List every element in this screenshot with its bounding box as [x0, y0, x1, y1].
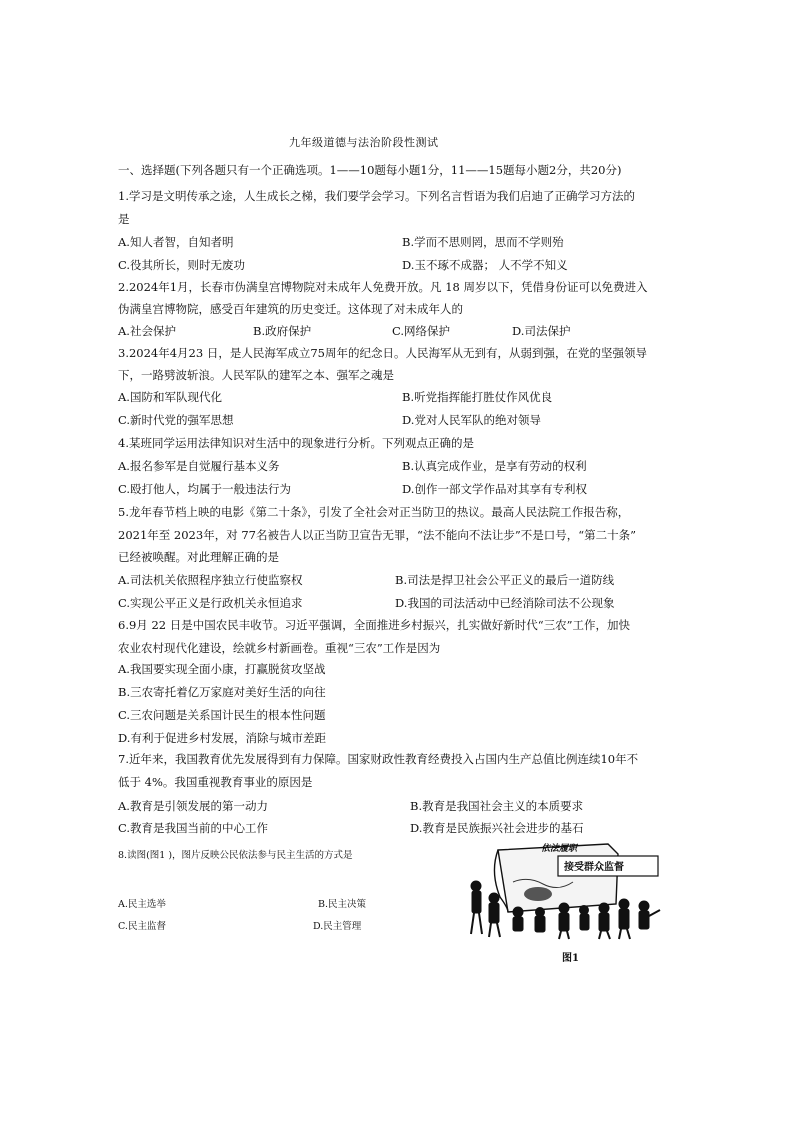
question-6-option-c: C.三农问题是关系国计民生的根本性问题: [118, 708, 326, 722]
figure-1-caption: 图1: [562, 953, 579, 964]
question-3-line-2: 下，一路劈波斩浪。人民军队的建军之本、强军之魂是: [118, 368, 394, 382]
banner-text: 接受群众监督: [564, 862, 624, 873]
question-2-option-a: A.社会保护: [118, 324, 176, 338]
question-1-option-d: D.玉不琢不成器； 人不学不知义: [402, 258, 568, 272]
page-title: 九年级道德与法治阶段性测试: [289, 136, 439, 149]
question-3-option-c: C.新时代党的强军思想: [118, 413, 234, 427]
question-5-line-3: 已经被唤醒。对此理解正确的是: [118, 550, 279, 564]
question-1-line-1: 1.学习是文明传承之途，人生成长之梯，我们要学会学习。下列名言哲语为我们启迪了正确学习方法的: [118, 189, 635, 203]
question-4-option-a: A.报名参军是自觉履行基本义务: [118, 459, 280, 473]
question-3-line-1: 3.2024年4月23 日，是人民海军成立75周年的纪念日。人民海军从无到有，从弱到强，在党的坚强领导: [118, 346, 647, 360]
question-1-option-b: B.学而不思则罔，思而不学则殆: [402, 235, 564, 249]
question-2-option-d: D.司法保护: [512, 324, 571, 338]
question-8-option-b: B.民主决策: [318, 899, 367, 910]
question-7-option-c: C.教育是我国当前的中心工作: [118, 821, 269, 835]
question-3-option-a: A.国防和军队现代化: [118, 390, 222, 404]
section-heading: 一、选择题(下列各题只有一个正确选项。1——10题每小题1分，11——15题每小题2分，共20分): [118, 163, 622, 177]
question-6-option-a: A.我国要实现全面小康，打赢脱贫攻坚战: [118, 662, 326, 676]
question-7-line-1: 7.近年来，我国教育优先发展得到有力保障。国家财政性教育经费投入占国内生产总值比例连续10年不: [118, 752, 639, 766]
question-6-option-d: D.有利于促进乡村发展，消除与城市差距: [118, 731, 326, 745]
question-4-option-c: C.殴打他人，均属于一般违法行为: [118, 482, 292, 496]
scroll-shape: [498, 844, 618, 912]
question-6-line-2: 农业农村现代化建设，绘就乡村新画卷。重视“三农”工作是因为: [118, 641, 441, 655]
question-8-line-1: 8.读图(图1 )，图片反映公民依法参与民主生活的方式是: [118, 850, 353, 861]
question-5-option-c: C.实现公平正义是行政机关永恒追求: [118, 596, 303, 610]
question-7-line-2: 低于 4%。我国重视教育事业的原因是: [118, 775, 313, 789]
question-1-option-a: A.知人者智，自知者明: [118, 235, 234, 249]
question-2-line-2: 伪满皇宫博物院，感受百年建筑的历史变迁。这体现了对未成年人的: [118, 302, 463, 316]
question-2-option-b: B.政府保护: [253, 324, 312, 338]
question-5-line-1: 5.龙年春节档上映的电影《第二十条》，引发了全社会对正当防卫的热议。最高人民法院工作报告称，: [118, 505, 630, 519]
question-3-option-b: B.听党指挥能打胜仗作风优良: [402, 390, 553, 404]
question-5-option-a: A.司法机关依照程序独立行使监察权: [118, 573, 303, 587]
question-2-line-1: 2.2024年1月，长春市伪满皇宫博物院对未成年人免费开放。凡 18 周岁以下，凭借身份证可以免费进入: [118, 280, 648, 294]
question-5-line-2: 2021年至 2023年，对 77名被告人以正当防卫宣告无罪，“法不能向不法让步”不是口号，“第二十条”: [118, 528, 636, 542]
scroll-text: 依法履职: [541, 844, 578, 854]
question-6-option-b: B.三农寄托着亿万家庭对美好生活的向往: [118, 685, 326, 699]
question-8-option-d: D.民主管理: [313, 921, 362, 932]
scroll-blot: [524, 887, 552, 901]
figure-1-illustration: [468, 842, 664, 942]
question-5-option-d: D.我国的司法活动中已经消除司法不公现象: [395, 596, 615, 610]
question-6-line-1: 6.9月 22 日是中国农民丰收节。习近平强调，全面推进乡村振兴，扎实做好新时代“三农”工作，加快: [118, 618, 630, 632]
question-8-option-c: C.民主监督: [118, 921, 166, 932]
question-7-option-a: A.教育是引领发展的第一动力: [118, 799, 268, 813]
question-5-option-b: B.司法是捍卫社会公平正义的最后一道防线: [395, 573, 615, 587]
question-1-option-c: C.役其所长，则时无废功: [118, 258, 246, 272]
question-8-option-a: A.民主选举: [118, 899, 166, 910]
question-3-option-d: D.党对人民军队的绝对领导: [402, 413, 541, 427]
question-7-option-b: B.教育是我国社会主义的本质要求: [410, 799, 584, 813]
question-4-line-1: 4.某班同学运用法律知识对生活中的现象进行分析。下列观点正确的是: [118, 436, 474, 450]
question-4-option-d: D.创作一部文学作品对其享有专利权: [402, 482, 587, 496]
question-2-option-c: C.网络保护: [392, 324, 451, 338]
question-7-option-d: D.教育是民族振兴社会进步的基石: [410, 821, 584, 835]
question-1-line-2: 是: [118, 212, 130, 226]
question-4-option-b: B.认真完成作业，是享有劳动的权利: [402, 459, 587, 473]
